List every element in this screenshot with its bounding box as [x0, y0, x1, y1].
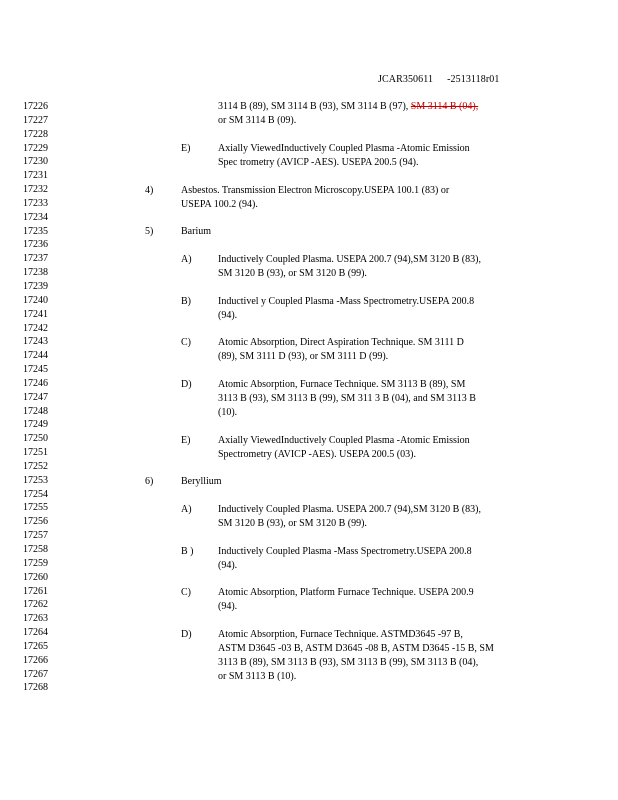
item-text: Atomic Absorption, Platform Furnace Technique. USEPA 200.9	[218, 587, 474, 598]
line-number: 17235	[23, 225, 48, 237]
item-label: D)	[181, 379, 192, 390]
item-label: E)	[181, 143, 191, 154]
section-number: 5)	[145, 226, 154, 237]
line-number: 17238	[23, 267, 48, 279]
section-title: Beryllium	[181, 476, 222, 487]
line-number: 17260	[23, 571, 48, 583]
line-number: 17237	[23, 253, 48, 265]
item-text: Axially ViewedInductively Coupled Plasma -Atomic Emission	[218, 435, 470, 446]
item-text: (94).	[218, 560, 238, 571]
line-number: 17258	[23, 544, 48, 555]
section-number: 4)	[145, 185, 154, 196]
line-number: 17262	[23, 599, 48, 611]
item-text: (89), SM 3111 D (93), or SM 3111 D (99).	[218, 351, 389, 362]
item-label: B )	[181, 546, 194, 557]
item-label: E)	[181, 435, 191, 446]
line-number: 17246	[23, 377, 48, 389]
line-number: 17261	[23, 585, 48, 597]
struck-text: SM 3114 B (04),	[410, 101, 479, 112]
line-number: 17236	[23, 239, 48, 251]
line-number: 17244	[23, 350, 48, 362]
item-label: A)	[181, 504, 192, 515]
item-text: Spectrometry (AVICP -AES). USEPA 200.5 (03).	[218, 449, 416, 460]
item-text: Atomic Absorption, Direct Aspiration Technique. SM 3111 D	[218, 337, 464, 348]
line-number: 17249	[23, 419, 48, 431]
line-number: 17242	[23, 322, 48, 334]
line-number: 17239	[23, 280, 48, 292]
section-number: 6)	[145, 476, 154, 487]
line-number: 17266	[23, 654, 48, 666]
line-number: 17232	[23, 184, 48, 196]
item-text: SM 3120 B (93), or SM 3120 B (99).	[218, 268, 367, 279]
item-text: 3113 B (89), SM 3113 B (93), SM 3113 B (99), SM 3113 B (04),	[218, 657, 479, 668]
item-text: (94).	[218, 310, 238, 321]
doc-id: JCAR350611	[378, 74, 434, 85]
line-number: 17253	[23, 474, 48, 486]
line-number: 17226	[23, 101, 48, 112]
item-label: C)	[181, 337, 191, 348]
line-number: 17268	[23, 682, 48, 694]
line-number: 17259	[23, 557, 48, 569]
item-text: Inductively Coupled Plasma. USEPA 200.7 (94),SM 3120 B (83),	[218, 504, 481, 515]
line-number: 17231	[23, 170, 48, 182]
item-text: Axially ViewedInductively Coupled Plasma -Atomic Emission	[218, 143, 470, 154]
item-label: C)	[181, 587, 191, 598]
line-number: 17241	[23, 308, 48, 320]
item-text: Spec trometry (AVICP -AES). USEPA 200.5 (94).	[218, 157, 419, 168]
section-text: Asbestos. Transmission Electron Microscopy.USEPA 100.1 (83) or	[181, 185, 450, 196]
line-number: 17267	[23, 668, 48, 680]
line-number: 17243	[23, 336, 48, 348]
line-number: 17233	[23, 197, 48, 209]
page-header	[378, 74, 499, 85]
line-number: 17228	[23, 128, 48, 140]
line-number-column	[23, 100, 48, 695]
line-number: 17245	[23, 364, 48, 376]
line-number: 17257	[23, 530, 48, 542]
line-number: 17252	[23, 460, 48, 472]
line-number: 17254	[23, 488, 48, 500]
line-number: 17263	[23, 613, 48, 625]
item-text: Inductively Coupled Plasma. USEPA 200.7 (94),SM 3120 B (83),	[218, 254, 481, 265]
line-number: 17255	[23, 502, 48, 514]
section-text: USEPA 100.2 (94).	[181, 199, 258, 210]
line-number: 17247	[23, 391, 48, 403]
item-label: D)	[181, 629, 192, 640]
item-text: Atomic Absorption, Furnace Technique. SM 3113 B (89), SM	[218, 379, 466, 390]
line-number: 17265	[23, 640, 48, 652]
continuation-line-1: 3114 B (89), SM 3114 B (93), SM 3114 B (97), SM 3114 B (04),	[218, 101, 479, 112]
line-number: 17251	[23, 447, 48, 459]
item-text: Atomic Absorption, Furnace Technique. ASTMD3645 -97 B,	[218, 629, 463, 640]
line-number: 17229	[23, 142, 48, 154]
item-text: or SM 3113 B (10).	[218, 671, 297, 682]
item-text: SM 3120 B (93), or SM 3120 B (99).	[218, 518, 367, 529]
item-label: B)	[181, 296, 191, 307]
continuation-line-2: or SM 3114 B (09).	[218, 115, 297, 126]
line-number: 17227	[23, 114, 48, 126]
item-text: (10).	[218, 407, 238, 418]
line-number: 17240	[23, 294, 48, 306]
item-text: Inductivel y Coupled Plasma -Mass Spectrometry.USEPA 200.8	[218, 296, 475, 307]
item-text: ASTM D3645 -03 B, ASTM D3645 -08 B, ASTM D3645 -15 B, SM	[218, 643, 494, 654]
item-text: (94).	[218, 601, 238, 612]
item-text: Inductively Coupled Plasma -Mass Spectrometry.USEPA 200.8	[218, 546, 472, 557]
line-number: 17264	[23, 627, 48, 639]
line-number: 17256	[23, 516, 48, 528]
section-title: Barium	[181, 226, 211, 237]
line-number: 17248	[23, 405, 48, 417]
item-label: A)	[181, 254, 192, 265]
line-number: 17234	[23, 211, 48, 223]
doc-version: -2513118r01	[447, 74, 500, 85]
line-number: 17250	[23, 433, 48, 445]
line-number: 17230	[23, 156, 48, 168]
item-text: 3113 B (93), SM 3113 B (99), SM 311 3 B (04), and SM 3113 B	[218, 393, 476, 404]
